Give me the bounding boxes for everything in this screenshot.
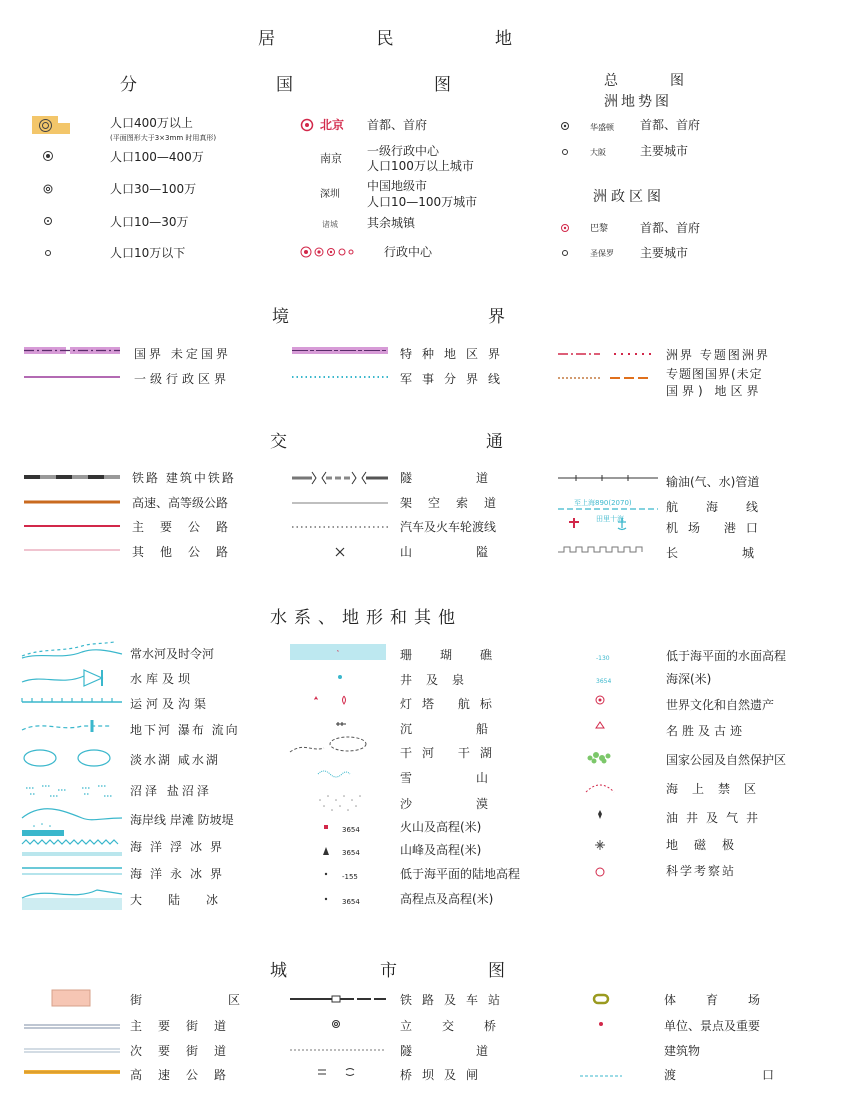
water-label-2-11: 高程点及高程(米) xyxy=(400,892,494,906)
city-label-1-3: 次要街道 xyxy=(130,1044,243,1058)
city-col3-symbols xyxy=(580,992,640,1082)
water-label-1-4: 地下河 瀑布 流向 xyxy=(130,723,240,737)
transport-label-3c: 机场 港口 xyxy=(666,521,768,535)
section-title-city-c: 图 xyxy=(488,961,505,981)
national-label-1: 首都、首府 xyxy=(367,118,428,132)
section-title-city-a: 城 xyxy=(270,961,287,981)
national-label-3b: 人口10—100万城市 xyxy=(367,195,478,209)
transport-label-3d: 长城 xyxy=(666,546,819,560)
world-political-label-1: 首都、首府 xyxy=(640,221,701,235)
water-label-3-8: 地磁极 xyxy=(666,838,751,852)
world-terrain-sample-1: 华盛顿 xyxy=(590,123,614,132)
sea-route-text2: 田里十海 xyxy=(596,515,624,523)
water-label-1-2: 水库及坝 xyxy=(130,672,195,686)
world-political-sample-1: 巴黎 xyxy=(590,224,609,234)
water-label-3-9: 科学考察站 xyxy=(666,864,737,878)
water-label-1-6: 沼泽 盐沼泽 xyxy=(130,784,212,798)
water-col2-symbols xyxy=(290,640,390,910)
boundary-label-2b: 军事分界线 xyxy=(400,372,511,386)
title-char-1: 居 xyxy=(258,29,275,49)
city-symbol-icon-s xyxy=(42,215,54,227)
capital-symbol-icon xyxy=(300,118,314,132)
city-label-2-1: 铁路及车站 xyxy=(400,993,511,1007)
national-sample-2: 南京 xyxy=(320,152,342,165)
prov-label-5: 人口10万以下 xyxy=(110,246,186,260)
capital-symbol-icon-world xyxy=(560,121,570,131)
capital-symbol-icon-political xyxy=(560,223,570,233)
big-city-block-icon xyxy=(32,116,70,134)
national-sample-4: 诸城 xyxy=(322,220,338,229)
city-label-3-3: 建筑物 xyxy=(664,1044,701,1058)
boundary-label-2a: 特种地区界 xyxy=(400,347,511,361)
water-label-2-3: 灯塔 航标 xyxy=(400,697,502,711)
water-label-1-3: 运河及沟渠 xyxy=(130,697,211,711)
city-symbol-icon-world xyxy=(560,147,570,157)
elev-num-2: 3654 xyxy=(342,849,360,857)
water-label-2-1: 珊瑚礁 xyxy=(400,648,521,662)
water-label-3-7: 油井及气井 xyxy=(666,811,767,825)
city-label-1-1: 街区 xyxy=(130,993,327,1007)
title-char-3: 地 xyxy=(495,29,512,49)
water-label-2-5: 干河 干湖 xyxy=(400,746,502,760)
water-label-3-5: 国家公园及自然保护区 xyxy=(666,753,787,767)
subheader-zong: 总 xyxy=(604,73,618,89)
admin-center-icons xyxy=(300,246,356,258)
prov-note-1: (平面图形大于3×3mm 时用真形) xyxy=(110,134,217,142)
water-label-1-5: 淡水湖 咸水湖 xyxy=(130,753,220,767)
city-col2-symbols xyxy=(290,994,390,1084)
water-label-3-2: 海深(米) xyxy=(666,672,712,686)
city-label-1-2: 主要街道 xyxy=(130,1019,243,1033)
section-title-city-b: 市 xyxy=(380,961,397,981)
world-political-label-2: 主要城市 xyxy=(640,246,689,260)
transport-label-2b: 架空索道 xyxy=(400,496,513,510)
world-political-sample-2: 圣保罗 xyxy=(590,249,614,258)
boundary-col1-symbols xyxy=(24,345,124,379)
world-terrain-sample-2: 大阪 xyxy=(590,148,606,157)
city-label-2-3: 隧道 xyxy=(400,1044,553,1058)
city-symbol-icon-political xyxy=(560,248,570,258)
transport-label-1c: 主要公路 xyxy=(132,520,245,534)
town-symbol-icon xyxy=(42,247,54,259)
city-label-3-1: 体育场 xyxy=(664,993,791,1007)
boundary-label-3b: 专题图国界(未定 xyxy=(666,367,763,381)
elev-num-4: 3654 xyxy=(342,898,360,906)
section-title-boundary-b: 界 xyxy=(488,307,505,327)
water-col1-symbols xyxy=(22,640,128,910)
water-label-2-2: 井及泉 xyxy=(400,673,479,687)
prov-label-2: 人口100—400万 xyxy=(110,150,204,164)
water-label-1-9: 海洋永冰界 xyxy=(130,867,231,881)
city-symbol-icon-m xyxy=(42,183,54,195)
world-political-title: 洲政区图 xyxy=(593,189,665,205)
city-col1-symbols xyxy=(24,990,124,1080)
water-label-1-8: 海洋浮冰界 xyxy=(130,840,231,854)
water-label-1-1: 常水河及时令河 xyxy=(130,647,215,661)
water-label-3-3: 世界文化和自然遗产 xyxy=(666,698,775,712)
world-terrain-label-2: 主要城市 xyxy=(640,144,689,158)
prov-label-1: 人口400万以上 xyxy=(110,116,193,130)
water-label-1-10: 大陆冰 xyxy=(130,893,245,907)
subheader-zong-tu: 图 xyxy=(670,73,684,89)
title-char-2: 民 xyxy=(376,29,394,49)
elev-num-3: -155 xyxy=(342,873,358,881)
water-label-2-7: 沙漠 xyxy=(400,797,553,811)
boundary-label-3c: 国界) 地区界 xyxy=(666,384,763,398)
water-label-2-9: 山峰及高程(米) xyxy=(400,843,482,857)
transport-label-2a: 隧道 xyxy=(400,471,553,485)
transport-label-1b: 高速、高等级公路 xyxy=(132,496,229,510)
world-terrain-title: 洲地势图 xyxy=(604,94,672,110)
national-label-3: 中国地级市 xyxy=(367,179,428,193)
section-title-boundary-a: 境 xyxy=(272,307,289,327)
water-label-2-8: 火山及高程(米) xyxy=(400,820,482,834)
water-label-2-4: 沉船 xyxy=(400,722,553,736)
national-label-2: 一级行政中心 xyxy=(367,144,440,158)
water-num-1: -130 xyxy=(596,655,610,662)
boundary-col2-symbols xyxy=(292,345,392,379)
section-title-transport-a: 交 xyxy=(270,432,287,452)
prov-label-3: 人口30—100万 xyxy=(110,182,197,196)
national-label-2b: 人口100万以上城市 xyxy=(367,159,474,173)
boundary-col3-symbols xyxy=(558,348,658,382)
water-label-3-1: 低于海平面的水面高程 xyxy=(666,649,787,663)
section-title-transport-b: 通 xyxy=(486,432,503,452)
national-sample-1: 北京 xyxy=(320,118,345,132)
prov-label-4: 人口10—30万 xyxy=(110,215,189,229)
national-sample-3: 深圳 xyxy=(320,189,340,200)
water-label-2-6: 雪山 xyxy=(400,771,553,785)
city-label-1-4: 高速公路 xyxy=(130,1068,243,1082)
city-symbol-icon-l xyxy=(42,150,54,162)
national-label-5: 行政中心 xyxy=(384,245,433,259)
elev-num-1: 3654 xyxy=(342,826,360,834)
transport-label-1d: 其他公路 xyxy=(132,545,245,559)
national-label-4: 其余城镇 xyxy=(367,216,416,230)
boundary-label-3a: 洲界 专题图洲界 xyxy=(666,348,770,362)
transport-label-2d: 山隘 xyxy=(400,545,553,559)
city-label-2-4: 桥坝及闸 xyxy=(400,1068,489,1082)
subheader-guo: 国 xyxy=(276,75,293,95)
transport-label-3b: 航海线 xyxy=(666,500,787,514)
city-label-3-2: 单位、景点及重要 xyxy=(664,1019,761,1033)
transport-label-3a: 输油(气、水)管道 xyxy=(666,475,760,489)
sea-route-text: 至上海890(2070) xyxy=(574,499,632,507)
transport-label-2c: 汽车及火车轮渡线 xyxy=(400,520,497,534)
water-label-3-6: 海上禁区 xyxy=(666,782,771,796)
water-label-1-7: 海岸线 岸滩 防坡堤 xyxy=(130,813,234,827)
section-title-water: 水系、地形和其他 xyxy=(270,608,462,628)
city-label-3-4: 渡口 xyxy=(664,1068,860,1082)
subheader-tu: 图 xyxy=(434,75,451,95)
boundary-label-1a: 国界 未定国界 xyxy=(134,347,231,361)
water-label-3-4: 名胜及古迹 xyxy=(666,724,747,738)
city-label-2-2: 立交桥 xyxy=(400,1019,527,1033)
world-terrain-label-1: 首都、首府 xyxy=(640,118,701,132)
section-title-residential xyxy=(258,24,512,49)
boundary-label-1b: 一级行政区界 xyxy=(134,372,231,386)
subheader-fen: 分 xyxy=(120,75,137,95)
transport-col1-symbols xyxy=(24,472,124,552)
transport-col2-symbols xyxy=(292,472,392,552)
svg-text:ㆍ: ㆍ xyxy=(334,647,342,656)
water-num-2: 3654 xyxy=(596,678,612,685)
transport-label-1a: 铁路 建筑中铁路 xyxy=(132,471,236,485)
water-label-2-10: 低于海平面的陆地高程 xyxy=(400,867,521,881)
